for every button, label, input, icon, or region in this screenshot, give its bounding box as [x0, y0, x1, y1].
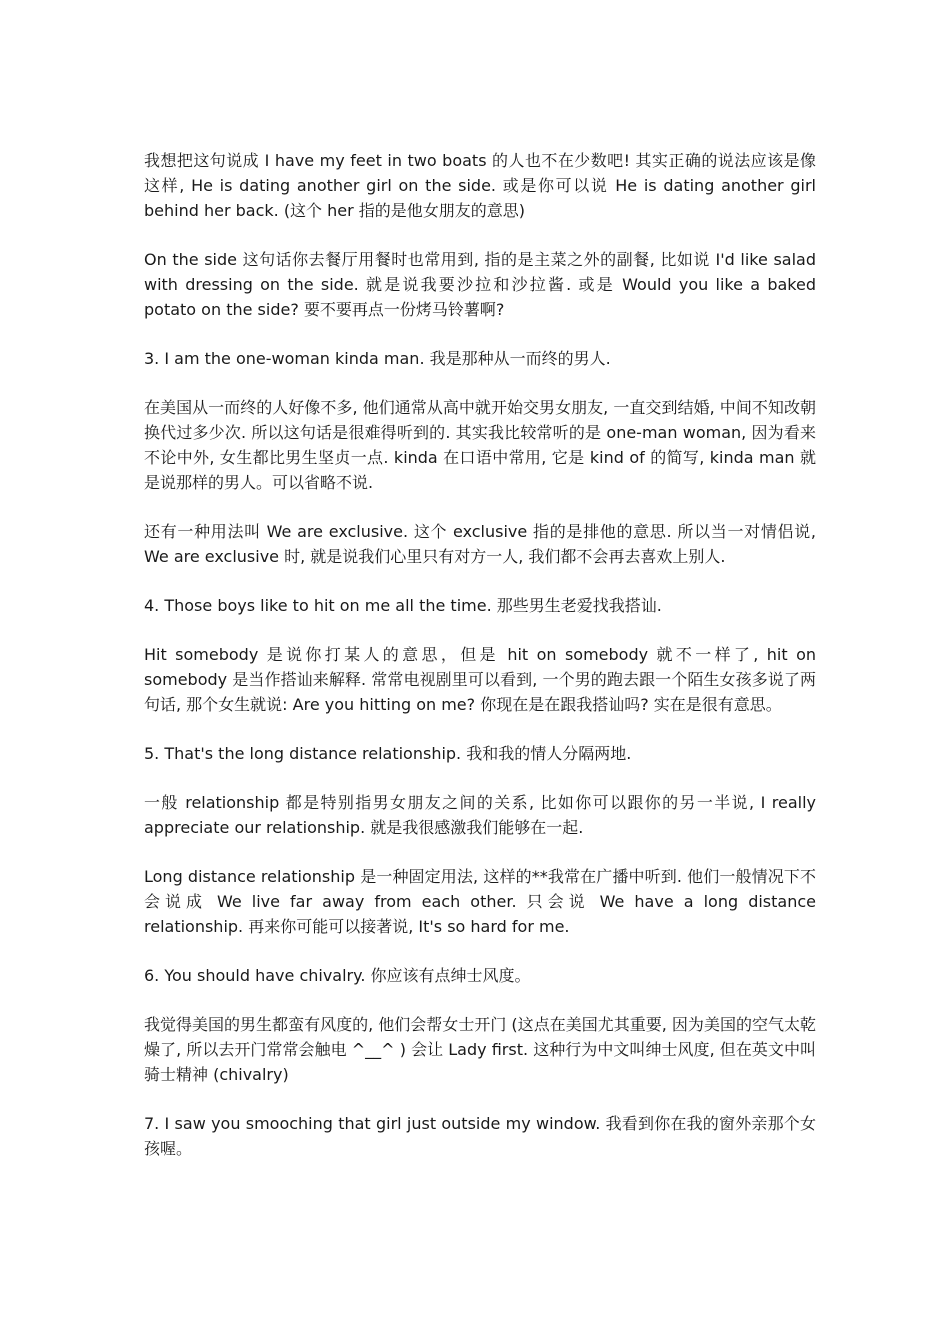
- document-body: [144, 148, 816, 1185]
- paragraph: 一般 relationship 都是特别指男女朋友之间的关系, 比如你可以跟你的另一半说, I really appreciate our relationship. 就是我很感激我们能够在一起.: [144, 793, 816, 837]
- paragraph: 3. I am the one-woman kinda man. 我是那种从一而终的男人.: [144, 349, 611, 368]
- paragraph: On the side 这句话你去餐厅用餐时也常用到, 指的是主菜之外的副餐, 比如说 I'd like salad with dressing on the side. 就是说我要沙拉和沙拉酱. 或是 Would you like a baked potato on the side? 要不要再点一份烤马铃薯啊?: [144, 250, 816, 319]
- paragraph: 7. I saw you smooching that girl just outside my window. 我看到你在我的窗外亲那个女孩喔。: [144, 1114, 816, 1158]
- paragraph: 我想把这句说成 I have my feet in two boats 的人也不在少数吧! 其实正确的说法应该是像这样, He is dating another girl on the side. 或是你可以说 He is dating another girl behind her back. (这个 her 指的是他女朋友的意思): [144, 151, 816, 220]
- paragraph: 6. You should have chivalry. 你应该有点绅士风度。: [144, 966, 531, 985]
- paragraph: 在美国从一而终的人好像不多, 他们通常从高中就开始交男女朋友, 一直交到结婚, 中间不知改朝换代过多少次. 所以这句话是很难得听到的. 其实我比较常听的是 one-man woman, 因为看来不论中外, 女生都比男生坚贞一点. kinda 在口语中常用, 它是 kind of 的简写, kinda man 就是说那样的男人。可以省略不说.: [144, 398, 816, 492]
- paragraph: 还有一种用法叫 We are exclusive. 这个 exclusive 指的是排他的意思. 所以当一对情侣说, We are exclusive 时, 就是说我们心里只有对方一人, 我们都不会再去喜欢上别人.: [144, 522, 816, 566]
- paragraph: 4. Those boys like to hit on me all the time. 那些男生老爱找我搭讪.: [144, 596, 662, 615]
- paragraph: 5. That's the long distance relationship. 我和我的情人分隔两地.: [144, 744, 632, 763]
- paragraph: Hit somebody 是说你打某人的意思，但是 hit on somebody 就不一样了, hit on somebody 是当作搭讪来解释. 常常电视剧里可以看到, 一个男的跑去跟一个陌生女孩多说了两句话, 那个女生就说: Are you hitting on me? 你现在是在跟我搭讪吗? 实在是很有意思。: [144, 645, 816, 714]
- paragraph: Long distance relationship 是一种固定用法, 这样的**我常在广播中听到. 他们一般情况下不会说成 We live far away from each other. 只会说 We have a long distance relationship. 再来你可能可以接著说, It's so hard for me.: [144, 867, 816, 936]
- paragraph: 我觉得美国的男生都蛮有风度的, 他们会帮女士开门 (这点在美国尤其重要, 因为美国的空气太乾燥了, 所以去开门常常会触电 ^__^ ) 会让 Lady first. 这种行为中文叫绅士风度, 但在英文中叫骑士精神 (chivalry): [144, 1015, 816, 1084]
